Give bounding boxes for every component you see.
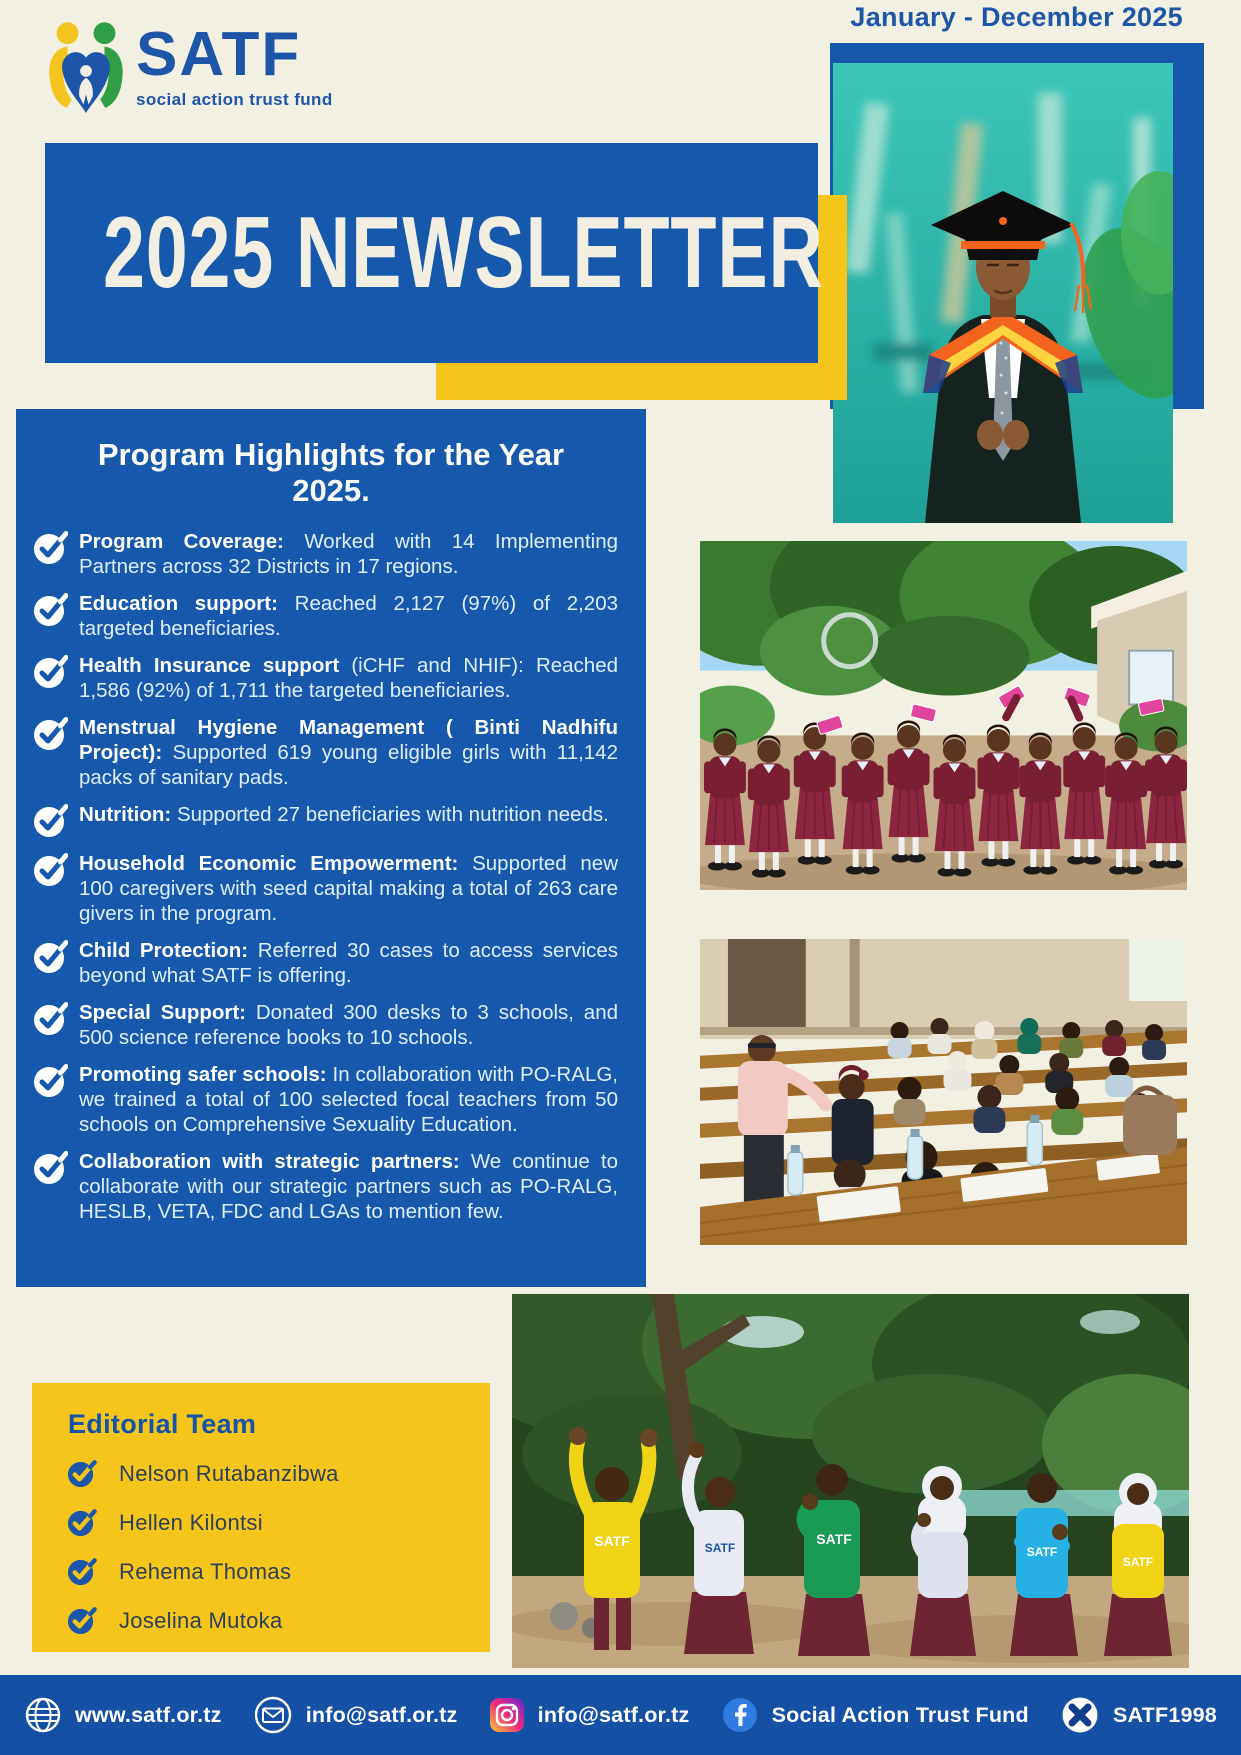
check-icon [66, 1507, 97, 1538]
check-icon [32, 803, 68, 839]
shirt-label: SATF [1122, 1555, 1154, 1569]
highlight-text: In collaboration with PO-RALG, we trained a total of 100 selected focal teachers from 50 schools on Comprehensive Sexuality Education. [79, 1062, 618, 1136]
photo-graduate [833, 63, 1173, 523]
banner-title: 2025 NEWSLETTER [103, 196, 824, 309]
check-icon [32, 716, 68, 752]
highlight-item [32, 802, 618, 839]
footer-email[interactable] [253, 1695, 458, 1735]
shirt-label: SATF [704, 1541, 736, 1555]
highlight-item [32, 1149, 618, 1224]
x-icon [1060, 1695, 1100, 1735]
check-icon [32, 1001, 68, 1037]
photo-students-group [512, 1294, 1189, 1668]
highlight-text: Reached 2,127 (97%) of 2,203 targeted beneficiaries. [79, 591, 618, 640]
check-icon [32, 852, 68, 888]
highlight-text: Supported 27 beneficiaries with nutrition needs. [176, 802, 609, 826]
highlight-label: Nutrition: [79, 802, 172, 826]
footer-x[interactable] [1060, 1695, 1217, 1735]
highlight-label: Household Economic Empowerment: [79, 851, 459, 875]
footer-website[interactable] [24, 1696, 222, 1734]
highlight-text: Worked with 14 Implementing Partners across 32 Districts in 17 regions. [79, 529, 618, 578]
check-icon [32, 1063, 68, 1099]
highlight-item [32, 1062, 618, 1137]
editorial-member-name: Hellen Kilontsi [119, 1509, 263, 1535]
highlight-item [32, 1000, 618, 1050]
highlight-label: Program Coverage: [79, 529, 284, 553]
editorial-member [66, 1605, 490, 1636]
highlight-text: Referred 30 cases to access services beyond what SATF is offering. [79, 938, 618, 987]
highlight-text: (iCHF and NHIF): Reached 1,586 (92%) of 1,711 the targeted beneficiaries. [79, 653, 619, 702]
highlight-item [32, 938, 618, 988]
highlight-label: Education support: [79, 591, 278, 615]
footer-facebook[interactable] [721, 1696, 1029, 1734]
check-icon [66, 1556, 97, 1587]
globe-icon [24, 1696, 62, 1734]
footer-bar [0, 1675, 1241, 1755]
program-highlights-title: Program Highlights for the Year 2025. [97, 437, 565, 508]
highlight-label: Menstrual Hygiene Management ( Binti Nadhifu Project): [79, 715, 618, 764]
satf-logo-icon [44, 18, 128, 124]
instagram-icon [489, 1697, 525, 1733]
editorial-member-name: Joselina Mutoka [119, 1607, 283, 1633]
facebook-icon [721, 1696, 759, 1734]
check-icon [32, 939, 68, 975]
highlight-label: Child Protection: [79, 938, 249, 962]
check-icon [66, 1605, 97, 1636]
logo-acronym: SATF [136, 20, 302, 89]
editorial-member-name: Rehema Thomas [119, 1558, 292, 1584]
footer-facebook-label: Social Action Trust Fund [771, 1702, 1029, 1727]
highlight-text: Donated 300 desks to 3 schools, and 500 science reference books to 10 schools. [79, 1000, 618, 1049]
satf-logo-text [136, 20, 333, 110]
check-icon [66, 1458, 97, 1489]
photo-students-maroon [700, 541, 1187, 890]
photo-workshop [700, 939, 1187, 1245]
highlight-text: Supported new 100 caregivers with seed capital making a total of 263 care givers in the program. [79, 851, 619, 925]
highlight-item [32, 653, 618, 703]
newsletter-period: January - December 2025 [850, 2, 1183, 32]
program-highlights-box [16, 409, 646, 1287]
check-icon [32, 530, 68, 566]
shirt-label: SATF [594, 1533, 630, 1549]
footer-x-label: SATF1998 [1113, 1702, 1217, 1727]
logo-tagline: social action trust fund [136, 90, 333, 109]
program-highlights-list [16, 529, 646, 1224]
highlight-item [32, 715, 618, 790]
mail-icon [253, 1695, 293, 1735]
footer-instagram-label: info@satf.or.tz [537, 1702, 690, 1727]
editorial-team-box [32, 1383, 490, 1652]
check-icon [32, 1150, 68, 1186]
highlight-item [32, 591, 618, 641]
editorial-member [66, 1556, 490, 1587]
newsletter-banner [45, 143, 824, 363]
editorial-team-title: Editorial Team [68, 1409, 257, 1439]
shirt-label: SATF [816, 1531, 852, 1547]
footer-website-label: www.satf.or.tz [75, 1702, 222, 1727]
highlight-item [32, 851, 618, 926]
shirt-label: SATF [1026, 1545, 1058, 1559]
check-icon [32, 654, 68, 690]
highlight-label: Special Support: [79, 1000, 247, 1024]
check-icon [32, 592, 68, 628]
highlight-label: Health Insurance support [79, 653, 340, 677]
editorial-member [66, 1507, 490, 1538]
highlight-label: Collaboration with strategic partners: [79, 1149, 460, 1173]
editorial-member [66, 1458, 490, 1489]
highlight-text: Supported 619 young eligible girls with 11,142 packs of sanitary pads. [79, 740, 618, 789]
highlight-label: Promoting safer schools: [79, 1062, 327, 1086]
footer-email-label: info@satf.or.tz [305, 1702, 458, 1727]
editorial-member-name: Nelson Rutabanzibwa [119, 1460, 339, 1486]
highlight-text: We continue to collaborate with our strategic partners such as PO-RALG, HESLB, VETA, FDC and LGAs to mention few. [79, 1149, 619, 1223]
footer-instagram[interactable] [489, 1697, 690, 1733]
highlight-item [32, 529, 618, 579]
